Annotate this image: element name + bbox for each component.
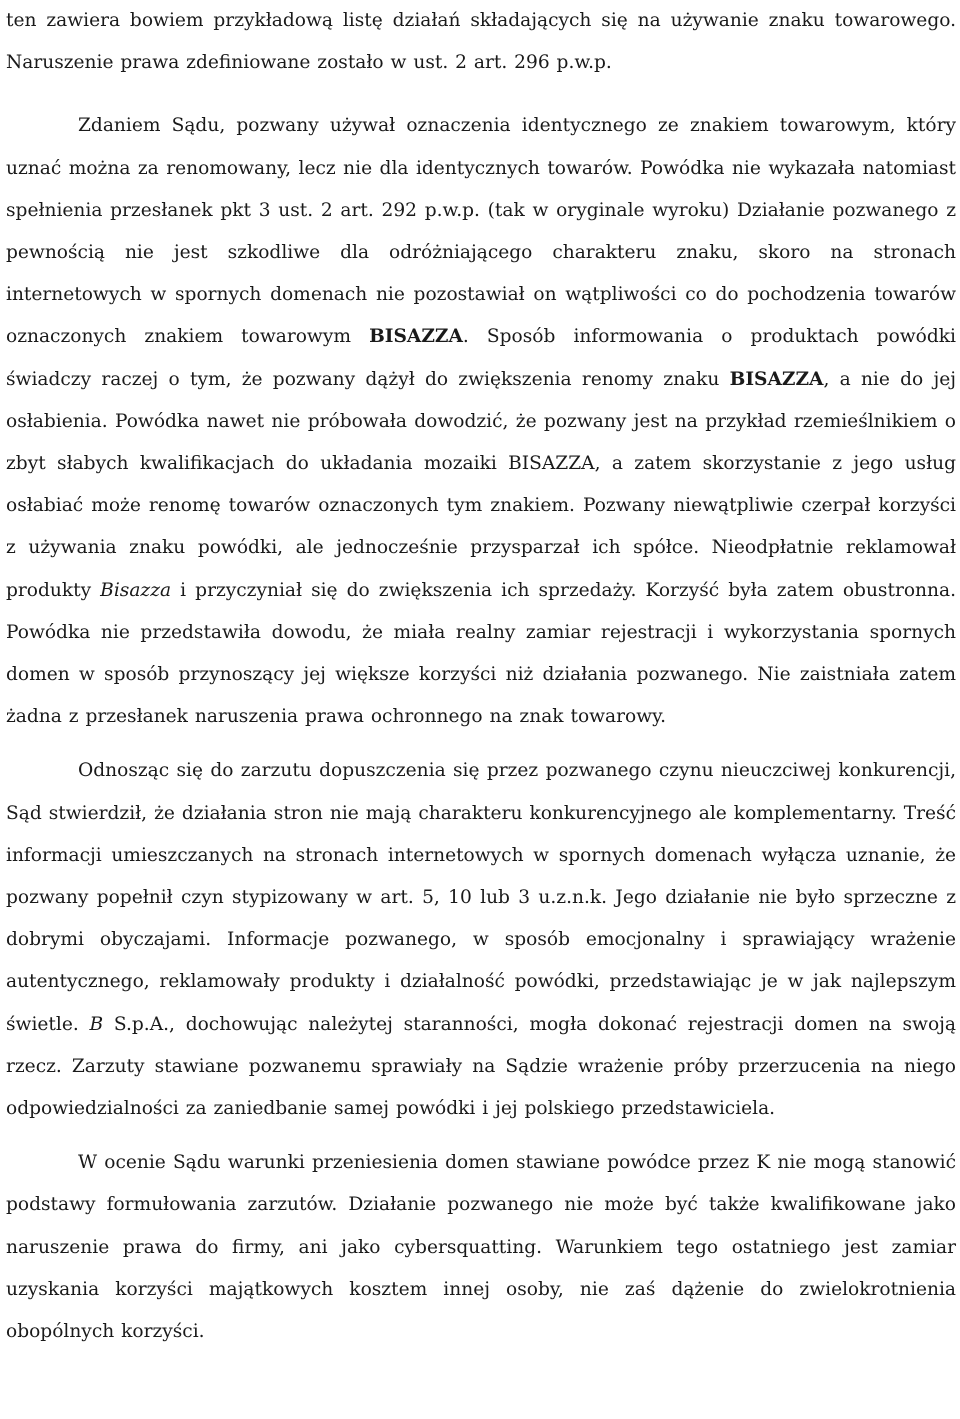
text-span: Zdaniem Sądu, pozwany używał oznaczenia identycznego ze znakiem towarowym, który uznać można za renomowany, lecz nie dla identycznych towarów. Powódka nie wykazała natomiast spełnienia przesłanek pkt 3 ust. 2 art. 292 p.w.p. (tak w oryginale wyroku) Działanie pozwanego z pewnością nie jest szkodliwe dla odróżniającego charakteru znaku, skoro na stronach internetowych w spornych domenach nie pozostawiał on wątpliwości co do pochodzenia towarów oznaczonych znakiem towarowym [6,115,956,348]
text-span: Odnosząc się do zarzutu dopuszczenia się przez pozwanego czynu nieuczciwej konkurencji, Sąd stwierdził, że działania stron nie mają charakteru konkurencyjnego ale komplementarny. Treść informacji umieszczanych na stronach internetowych w spornych domenach wyłącza uznanie, że pozwany popełnił czyn stypizowany w art. 5, 10 lub 3 u.z.n.k. Jego działanie nie było sprzeczne z dobrymi obyczajami. Informacje pozwanego, w sposób emocjonalny i sprawiający wrażenie autentycznego, reklamowały produkty i działalność powódki, przedstawiając je w jak najlepszym świetle. [6,760,956,1035]
text-span: . Sposób informowania o produktach powódki świadczy raczej o tym, że pozwany dążył do zwiększenia renomy znaku [6,326,956,390]
text-span: i przyczyniał się do zwiększenia ich sprzedaży. Korzyść była zatem obustronna. Powódka nie przedstawiła dowodu, że miała realny zamiar rejestracji i wykorzystania spornych domen w sposób przynoszący jej większe korzyści niż działania pozwanego. Nie zaistniała zatem żadna z przesłanek naruszenia prawa ochronnego na znak towarowy. [6,579,956,728]
paragraph-4 [6,1142,956,1353]
paragraph-2 [6,105,956,738]
paragraph-1 [6,0,956,84]
text-span: W ocenie Sądu warunki przeniesienia domen stawiane powódce przez K nie mogą stanowić podstawy formułowania zarzutów. Działanie pozwanego nie może być także kwalifikowane jako naruszenie prawa do firmy, ani jako cybersquatting. Warunkiem tego ostatniego jest zamiar uzyskania korzyści majątkowych kosztem innej osoby, nie zaś dążenie do zwielokrotnienia obopólnych korzyści. [6,1152,956,1343]
text-span: S.p.A., dochowując należytej staranności, mogła dokonać rejestracji domen na swoją rzecz. Zarzuty stawiane pozwanemu sprawiały na Sądzie wrażenie próby przerzucenia na niego odpowiedzialności za zaniedbanie samej powódki i jej polskiego przedstawiciela. [6,1013,956,1120]
text-span: ten zawiera bowiem przykładową listę działań składających się na używanie znaku towarowego. Naruszenie prawa zdefiniowane zostało w ust. 2 art. 296 p.w.p. [6,10,956,74]
company-initial: B [89,1013,104,1035]
trademark-bisazza: BISAZZA [729,368,824,390]
trademark-bisazza: BISAZZA [369,326,463,348]
document-page [6,0,956,1353]
product-name-bisazza: Bisazza [100,579,172,601]
paragraph-3 [6,750,956,1130]
text-span: , a nie do jej osłabienia. Powódka nawet nie próbowała dowodzić, że pozwany jest na przykład rzemieślnikiem o zbyt słabych kwalifikacjach do układania mozaiki BISAZZA, a zatem skorzystanie z jego usług osłabiać może renomę towarów oznaczonych tym znakiem. Pozwany niewątpliwie czerpał korzyści z używania znaku powódki, ale jednocześnie przysparzał ich spółce. Nieodpłatnie reklamował produkty [6,368,956,601]
